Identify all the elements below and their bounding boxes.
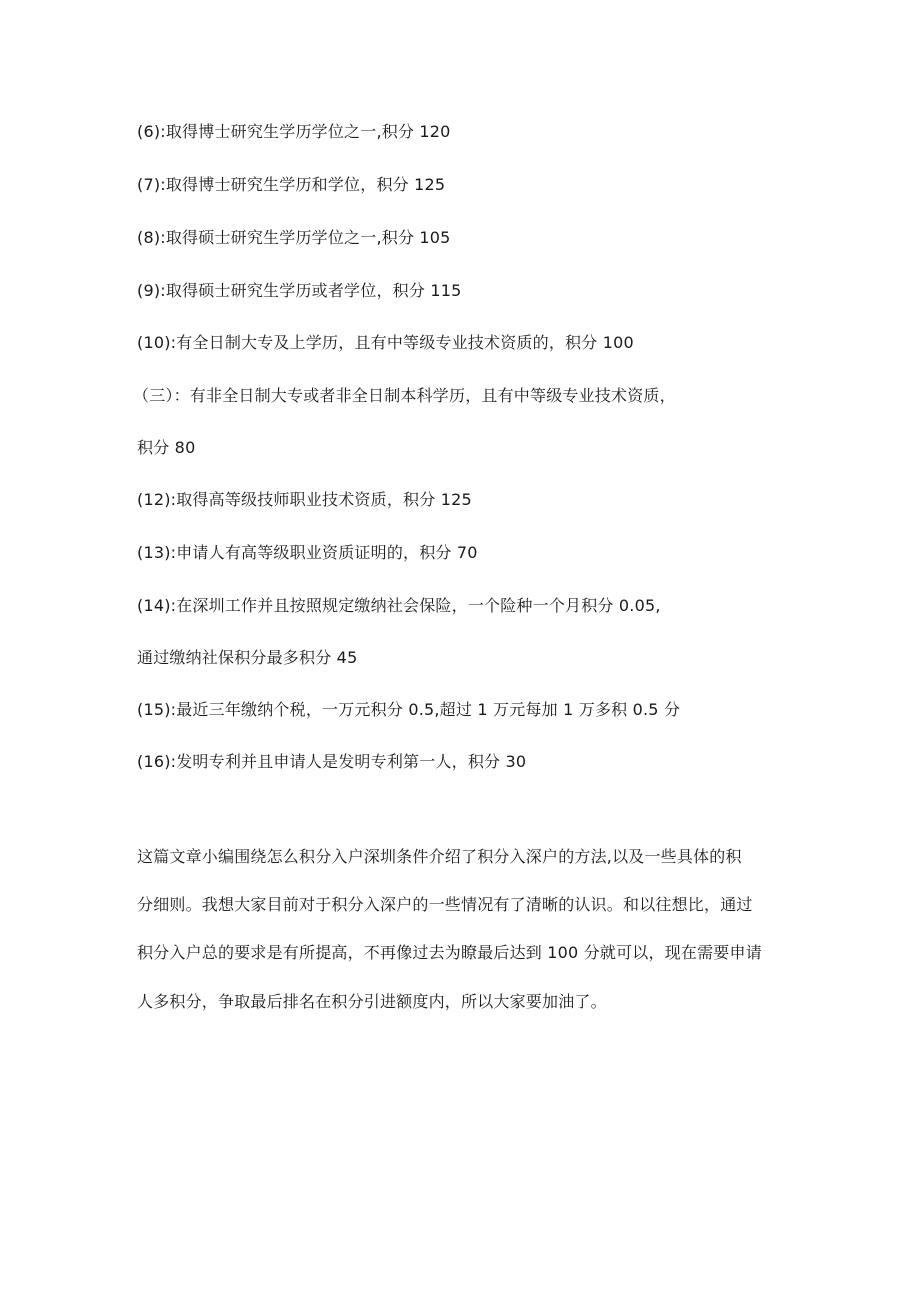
item-line: （三）：有非全日制大专或者非全日制本科学历，且有中等级专业技术资质， [133, 386, 676, 405]
item-line: (14):在深圳工作并且按照规定缴纳社会保险，一个险种一个月积分 0.05, [137, 596, 661, 615]
item-line-continuation: 通过缴纳社保积分最多积分 45 [137, 648, 358, 667]
item-line: (9):取得硕士研究生学历或者学位，积分 115 [137, 281, 462, 300]
summary-line: 人多积分，争取最后排名在积分引进额度内，所以大家要加油了。 [137, 992, 607, 1011]
item-line: (7):取得博士研究生学历和学位，积分 125 [137, 175, 446, 194]
item-line: (8):取得硕士研究生学历学位之一,积分 105 [137, 228, 451, 247]
item-line: (15):最近三年缴纳个税，一万元积分 0.5,超过 1 万元每加 1 万多积 0.5 分 [137, 700, 681, 719]
item-line: (13):申请人有高等级职业资质证明的，积分 70 [137, 543, 478, 562]
summary-line: 这篇文章小编围绕怎么积分入户深圳条件介绍了积分入深户的方法,以及一些具体的积 [137, 847, 742, 866]
item-line-continuation: 积分 80 [137, 438, 196, 457]
item-line: (10):有全日制大专及上学历，且有中等级专业技术资质的，积分 100 [137, 333, 634, 352]
summary-line: 积分入户总的要求是有所提高，不再像过去为瞭最后达到 100 分就可以，现在需要申请 [137, 943, 762, 962]
summary-line: 分细则。我想大家目前对于积分入深户的一些情况有了清晰的认识。和以往想比，通过 [137, 895, 753, 914]
item-line: (12):取得高等级技师职业技术资质，积分 125 [137, 490, 472, 509]
item-line: (16):发明专利并且申请人是发明专利第一人，积分 30 [137, 752, 527, 771]
item-line: (6):取得博士研究生学历学位之一,积分 120 [137, 122, 451, 141]
